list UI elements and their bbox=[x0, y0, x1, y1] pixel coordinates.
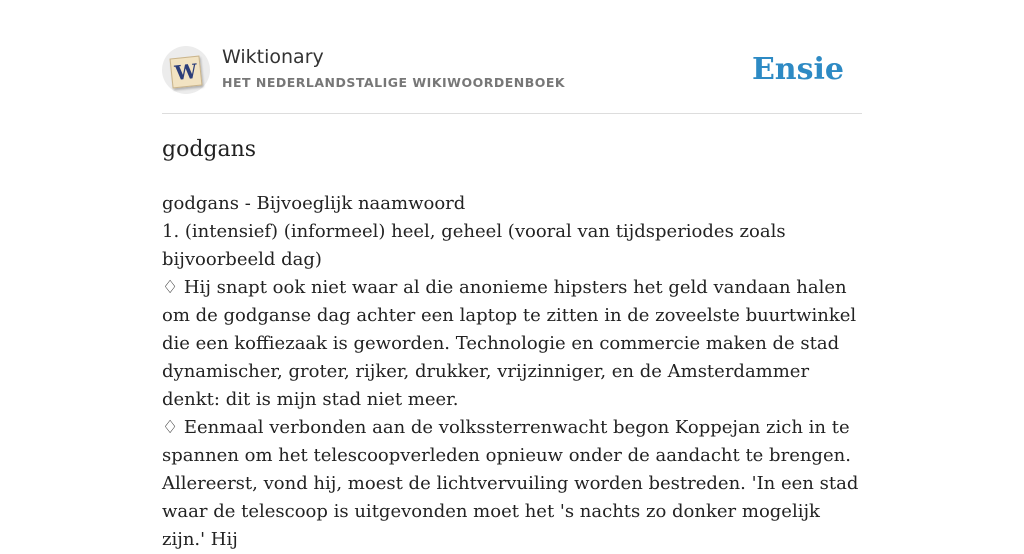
wiktionary-logo-icon[interactable] bbox=[162, 46, 210, 94]
header-divider bbox=[162, 113, 862, 114]
site-header bbox=[162, 44, 862, 98]
definition: 1. (intensief) (informeel) heel, geheel (vooral van tijdsperiodes zoals bijvoorbeeld dag) bbox=[162, 221, 786, 270]
part-of-speech-line: godgans - Bijvoeglijk naamwoord bbox=[162, 193, 466, 214]
ensie-brand-logo[interactable]: Ensie bbox=[751, 52, 844, 87]
site-title[interactable]: Wiktionary bbox=[222, 46, 324, 68]
logo-tile bbox=[170, 56, 203, 89]
entry-content bbox=[162, 190, 862, 554]
example-sentence: ♢ Hij snapt ook niet waar al die anonieme hipsters het geld vandaan halen om de godganse dag achter een laptop te zitten in de zoveelste buurtwinkel die een koffiezaak is geworden. Technologie en commercie maken de stad dynamischer, groter, rijker, drukker, vrijzinniger, en de Amsterdammer denkt: dit is mijn stad niet meer. bbox=[162, 277, 857, 410]
page-title: godgans bbox=[162, 137, 257, 162]
logo-letter: W bbox=[173, 58, 199, 86]
example-sentence: ♢ Eenmaal verbonden aan de volkssterrenwacht begon Koppejan zich in te spannen om het telescoopverleden opnieuw onder de aandacht te brengen. Allereerst, vond hij, moest de lichtvervuiling worden bestreden. 'In een stad waar de telescoop is uitgevonden moet het 's nachts zo donker mogelijk zijn.' Hij bbox=[162, 417, 859, 550]
site-subtitle: HET NEDERLANDSTALIGE WIKIWOORDENBOEK bbox=[222, 75, 566, 90]
